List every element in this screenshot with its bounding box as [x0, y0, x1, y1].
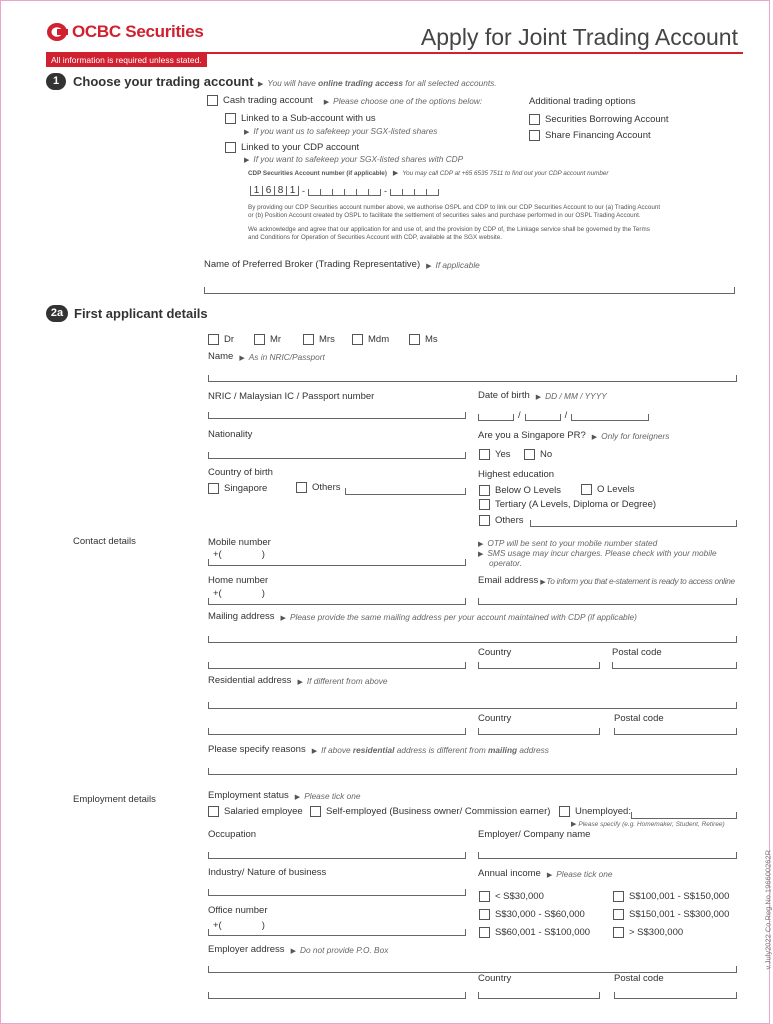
occupation-label: Occupation [208, 829, 257, 840]
mailing-country-input[interactable] [478, 662, 600, 669]
cdp-consent-line-2: or (b) Position Account created by OSPL to facilitate the settlement of securities sales and purchase performed in our OSPL Trading Account. [248, 212, 641, 219]
subaccount-label: Linked to a Sub-account with us [241, 113, 376, 124]
brand-logo [46, 22, 204, 42]
cdp-option[interactable] [225, 142, 359, 153]
mailing-address-line-2[interactable] [208, 662, 466, 669]
income-option-4[interactable]: S$100,001 - S$150,000 [613, 891, 729, 902]
home-prefix: +( ) [213, 588, 265, 599]
mailing-country-label: Country [478, 647, 512, 658]
name-input[interactable] [208, 375, 737, 382]
dob-label: Date of birth ▶ DD / MM / YYYY [478, 390, 607, 401]
mobile-label: Mobile number [208, 537, 271, 548]
cob-others-input[interactable] [345, 488, 466, 495]
salutation-ms[interactable]: Ms [409, 334, 438, 345]
ocbc-logo-icon [46, 22, 68, 42]
cdp-middle-digits[interactable] [308, 189, 381, 196]
name-label: Name ▶ As in NRIC/Passport [208, 351, 325, 362]
cdp-consent-line-3: We acknowledge and agree that our application for and use of, and the provision by CDP of, the Linkage service shall be governed by the Terms [248, 226, 650, 233]
share-financing-option[interactable] [529, 130, 651, 141]
salutation-mdm[interactable]: Mdm [352, 334, 409, 345]
form-version: v.July2022 Co.Reg.No.196600262R [764, 850, 773, 970]
cdp-checkbox[interactable] [225, 142, 236, 153]
cash-trading-checkbox[interactable] [207, 95, 218, 106]
otp-note-2: ▶ SMS usage may incur charges. Please check with your mobile [478, 548, 717, 558]
edu-below-o-levels[interactable]: Below O Levels [479, 485, 561, 496]
pr-no-option[interactable]: No [524, 449, 552, 460]
income-option-5[interactable]: S$150,001 - S$300,000 [613, 909, 729, 920]
cdp-prefix: 1 6 8 1 [250, 186, 299, 196]
share-financing-label: Share Financing Account [545, 130, 651, 141]
country-of-birth-label: Country of birth [208, 467, 273, 478]
cdp-number-field[interactable]: 1 6 8 1 - - [250, 186, 439, 196]
cdp-consent-line-4: and Conditions for Operation of Securities Account with CDP, available at the SGX website. [248, 234, 502, 241]
annual-income-label: Annual income ▶ Please tick one [478, 868, 613, 879]
cdp-label: Linked to your CDP account [241, 142, 360, 153]
office-number-label: Office number [208, 905, 268, 916]
cdp-hint: ▶ If you want to safekeep your SGX-listed shares with CDP [244, 154, 464, 164]
share-financing-checkbox[interactable] [529, 130, 540, 141]
otp-note-3: operator. [489, 558, 522, 568]
email-label: Email address ▶To inform you that e-statement is ready to access online [478, 575, 735, 586]
unemployed-hint: ▶ Please specify (e.g. Homemaker, Student, Retiree) [571, 821, 725, 828]
residential-postal-input[interactable] [614, 728, 737, 735]
mobile-input[interactable] [208, 559, 466, 566]
securities-borrowing-label: Securities Borrowing Account [545, 114, 669, 125]
subaccount-option[interactable] [225, 113, 376, 124]
subaccount-checkbox[interactable] [225, 113, 236, 124]
nric-label: NRIC / Malaysian IC / Passport number [208, 391, 375, 402]
securities-borrowing-option[interactable] [529, 114, 669, 125]
cob-singapore-option[interactable]: Singapore [208, 483, 267, 494]
employment-status-label: Employment status ▶ Please tick one [208, 790, 361, 801]
salutation-mr[interactable]: Mr [254, 334, 303, 345]
edu-tertiary[interactable]: Tertiary (A Levels, Diploma or Degree) [479, 499, 656, 510]
residential-country-label: Country [478, 713, 512, 724]
employer-country-input[interactable] [478, 992, 600, 999]
section-2a-badge: 2a [46, 305, 68, 322]
residential-address-label: Residential address ▶ If different from above [208, 675, 388, 686]
subaccount-hint: ▶ If you want us to safekeep your SGX-listed shares [244, 126, 438, 136]
section-2a-heading: First applicant details [74, 306, 208, 321]
office-number-input[interactable] [208, 929, 466, 936]
residential-postal-label: Postal code [614, 713, 664, 724]
reasons-label: Please specify reasons ▶ If above residential address is different from mailing address [208, 744, 549, 755]
page-title: Apply for Joint Trading Account [420, 24, 738, 50]
required-notice: All information is required unless stated. [46, 54, 207, 67]
edu-others[interactable]: Others [479, 515, 524, 526]
office-prefix: +( ) [213, 920, 265, 931]
brand-name: OCBC Securities [72, 22, 204, 41]
employer-country-label: Country [478, 973, 512, 984]
cdp-last-digits[interactable] [390, 189, 439, 196]
section-1-note: ▶ You will have online trading access for all selected accounts. [258, 78, 497, 88]
employer-address-label: Employer address ▶ Do not provide P.O. Box [208, 944, 389, 955]
salutation-dr[interactable]: Dr [208, 334, 254, 345]
residential-address-line-2[interactable] [208, 728, 466, 735]
reasons-input[interactable] [208, 768, 737, 775]
status-unemployed[interactable]: Unemployed: [559, 806, 631, 817]
cash-trading-hint: Please choose one of the options below: [333, 95, 483, 106]
cash-trading-label: Cash trading account [223, 95, 313, 106]
employer-postal-input[interactable] [614, 992, 737, 999]
pr-yes-option[interactable]: Yes [479, 449, 511, 460]
pr-label: Are you a Singapore PR? ▶ Only for foreigners [478, 430, 670, 441]
income-option-2[interactable]: S$30,000 - S$60,000 [479, 909, 585, 920]
income-option-6[interactable]: > S$300,000 [613, 927, 683, 938]
home-number-input[interactable] [208, 598, 466, 605]
employer-address-line-2[interactable] [208, 992, 466, 999]
employment-details-label: Employment details [73, 794, 156, 805]
section-1-badge: 1 [46, 73, 66, 90]
industry-input[interactable] [208, 889, 466, 896]
cdp-number-label: CDP Securities Account number (if applicable) ▶ You may call CDP at +65 6535 7511 to find out your CDP account number [248, 170, 609, 177]
salutation-options [208, 334, 438, 345]
status-salaried[interactable]: Salaried employee [208, 806, 303, 817]
securities-borrowing-checkbox[interactable] [529, 114, 540, 125]
occupation-input[interactable] [208, 852, 466, 859]
dob-input[interactable]: / / [478, 410, 649, 421]
edu-o-levels[interactable]: O Levels [581, 484, 635, 495]
mailing-address-line-1[interactable] [208, 636, 737, 643]
mailing-address-label: Mailing address ▶ Please provide the same mailing address per your account maintained with CDP (if applicable) [208, 611, 637, 622]
salutation-mrs[interactable]: Mrs [303, 334, 352, 345]
status-self-employed[interactable]: Self-employed (Business owner/ Commission earner) [310, 806, 550, 817]
education-label: Highest education [478, 469, 555, 480]
nationality-label: Nationality [208, 429, 253, 440]
mailing-postal-input[interactable] [612, 662, 737, 669]
section-1-heading: Choose your trading account [73, 74, 254, 89]
broker-label: Name of Preferred Broker (Trading Representative) ▶ If applicable [204, 259, 480, 270]
mailing-postal-label: Postal code [612, 647, 662, 658]
otp-note-1: ▶ OTP will be sent to your mobile number stated [478, 538, 658, 548]
additional-options-heading: Additional trading options [529, 96, 636, 107]
unemployed-specify-input[interactable] [631, 812, 737, 819]
cash-trading-option[interactable]: Cash trading account ▶ Please choose one of the options below: [207, 95, 482, 106]
email-input[interactable] [478, 598, 737, 605]
industry-label: Industry/ Nature of business [208, 867, 327, 878]
nationality-input[interactable] [208, 452, 466, 459]
employer-name-label: Employer/ Company name [478, 829, 591, 840]
broker-input[interactable] [204, 287, 735, 294]
cob-others-option[interactable]: Others [296, 482, 341, 493]
residential-country-input[interactable] [478, 728, 600, 735]
income-option-1[interactable]: < S$30,000 [479, 891, 544, 902]
residential-address-line-1[interactable] [208, 702, 737, 709]
home-number-label: Home number [208, 575, 269, 586]
income-option-3[interactable]: S$60,001 - S$100,000 [479, 927, 590, 938]
cdp-consent-line-1: By providing our CDP Securities account number above, we authorise OSPL and CDP to link our CDP Securities Account to our (a) Trading Account [248, 204, 661, 211]
employer-name-input[interactable] [478, 852, 737, 859]
mobile-prefix: +( ) [213, 549, 265, 560]
employer-postal-label: Postal code [614, 973, 664, 984]
edu-others-input[interactable] [530, 520, 737, 527]
nric-input[interactable] [208, 412, 466, 419]
employer-address-line-1[interactable] [208, 966, 737, 973]
contact-details-label: Contact details [73, 536, 136, 547]
